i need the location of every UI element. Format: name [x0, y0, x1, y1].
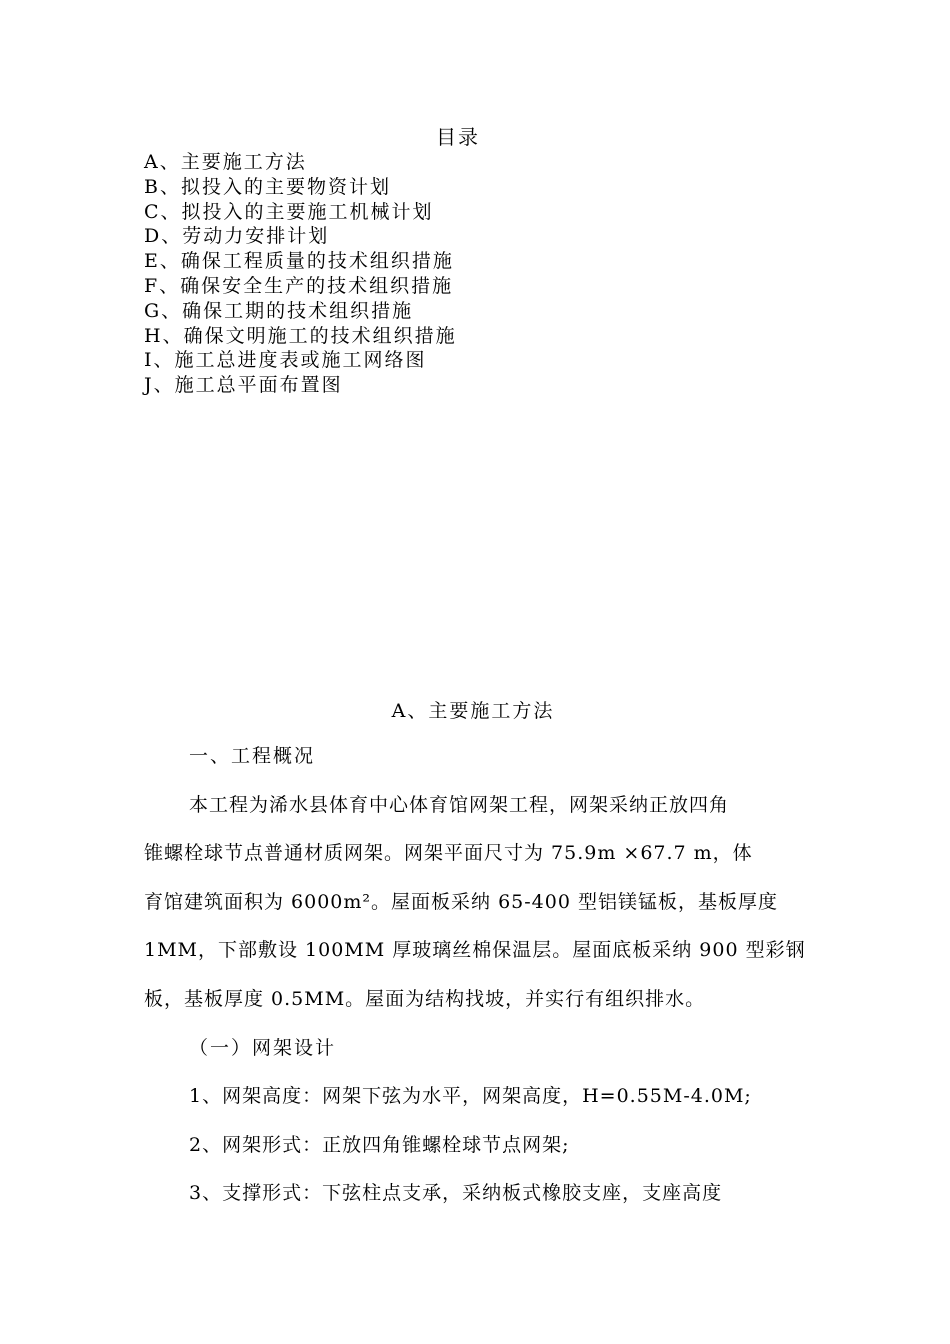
toc-item: F、确保安全生产的技术组织措施: [144, 274, 454, 297]
toc-item: A、主要施工方法: [144, 151, 307, 173]
sub-heading-grid-design: （一）网架设计: [189, 1036, 337, 1059]
paragraph-line: 育馆建筑面积为 6000m²。屋面板采纳 65-400 型铝镁锰板，基板厚度: [144, 890, 778, 913]
section-body: [144, 732, 806, 1218]
toc-item: B、拟投入的主要物资计划: [144, 175, 391, 198]
paragraph-line: 板，基板厚度 0.5MM。屋面为结构找坡，并实行有组织排水。: [144, 987, 706, 1010]
list-item: 3、支撑形式：下弦柱点支承，采纳板式橡胶支座，支座高度: [189, 1182, 723, 1205]
toc-title: 目录: [436, 125, 480, 149]
list-item: 2、网架形式：正放四角锥螺栓球节点网架;: [189, 1133, 570, 1156]
paragraph-line: 本工程为浠水县体育中心体育馆网架工程，网架采纳正放四角: [189, 793, 730, 816]
paragraph-line: 1MM，下部敷设 100MM 厚玻璃丝棉保温层。屋面底板采纳 900 型彩钢: [144, 939, 806, 962]
toc-item: D、劳动力安排计划: [144, 225, 330, 248]
toc-item: J、施工总平面布置图: [144, 374, 343, 397]
toc-item: C、拟投入的主要施工机械计划: [144, 200, 434, 223]
heading-project-overview: 一、工程概况: [189, 745, 316, 767]
toc-item: I、施工总进度表或施工网络图: [144, 349, 427, 372]
toc-list: [144, 150, 457, 398]
toc-item: H、确保文明施工的技术组织措施: [144, 324, 457, 347]
section-title: A、主要施工方法: [391, 700, 555, 722]
toc-item: E、确保工程质量的技术组织措施: [144, 250, 454, 273]
paragraph-line: 锥螺栓球节点普通材质网架。网架平面尺寸为 75.9m ×67.7 m，体: [144, 842, 753, 865]
list-item: 1、网架高度：网架下弦为水平，网架高度，H=0.55M-4.0M;: [189, 1085, 752, 1108]
toc-item: G、确保工期的技术组织措施: [144, 299, 414, 322]
